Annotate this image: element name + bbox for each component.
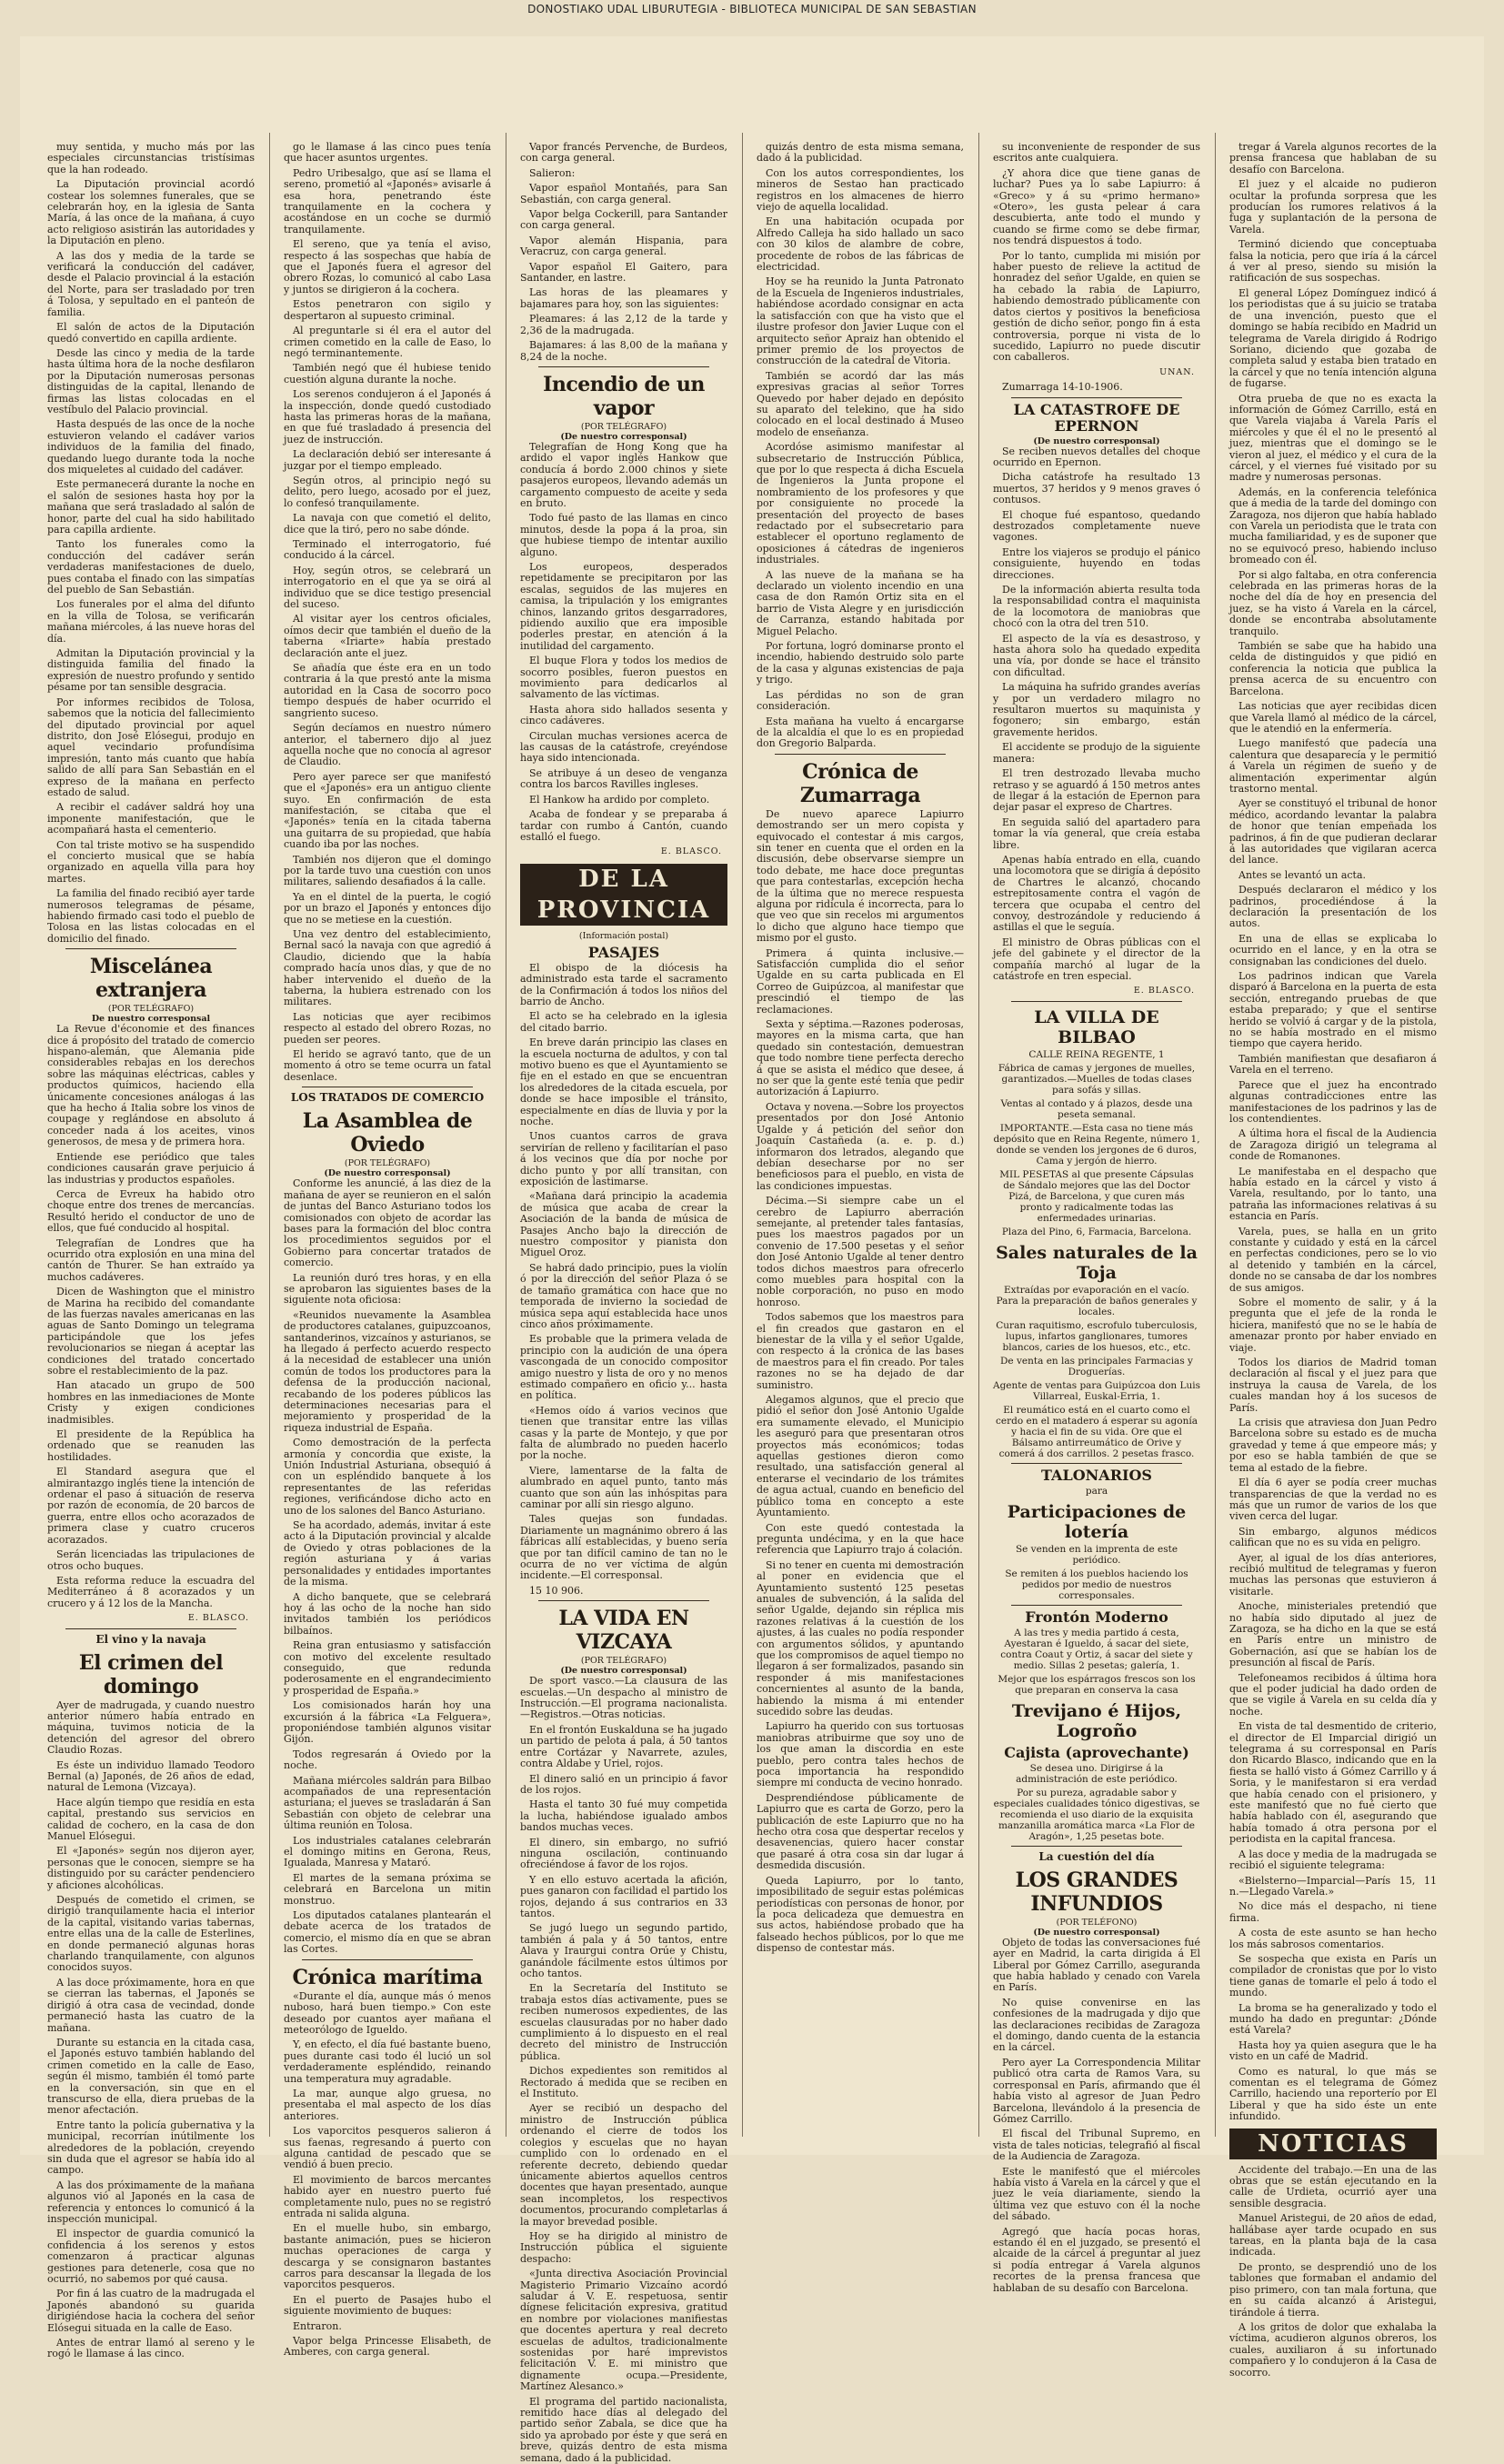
paragraph: Ayer se constituyó el tribunal de honor médico, acordando levantar la palabra de honor que tenían empeñada los padrinos, á fin de que pudieran declarar á las autoridades que vigilaran acerca del lance.: [1229, 797, 1437, 866]
headline: Miscelánea extranjera: [89, 955, 213, 1003]
paragraph: También se sabe que ha habido una celda de distinguidos y que pidió en conferencia la noticia que publica la prensa acerca de su encuentro con Barcelona.: [1229, 640, 1437, 697]
byline: (De nuestro corresponsal): [560, 431, 687, 442]
paragraph: Se reciben nuevos detalles del choque ocurrido en Epernon.: [993, 445, 1200, 468]
paragraph: El accidente se produjo de la siguiente manera:: [993, 741, 1200, 765]
byline: (De nuestro corresponsal): [560, 1666, 687, 1677]
paragraph: Parece que el juez ha encontrado algunas contradicciones entre las manifestaciones de los padrinos y las de los contendientes.: [1229, 1078, 1437, 1125]
paragraph: En seguida salió del apartadero para tomar la vía general, que creía estaba libre.: [993, 816, 1200, 851]
column-rule: [978, 133, 979, 2137]
signature: E. BLASCO.: [1133, 986, 1195, 997]
paragraph: El dinero, sin embargo, no sufrió ninguna oscilación, continuando ofreciéndose á favor de los rojos.: [520, 1836, 727, 1871]
kicker-heading: LOS TRATADOS DE COMERCIO: [290, 1091, 485, 1105]
paragraph: Bajamares: á las 8,00 de la mañana y 8,24 de la noche.: [520, 339, 727, 363]
paragraph: La familia del finado recibió ayer tarde numerosos telegramas de pésame, habiendo firmado casi todo el pueblo de Tolosa en las listas colocadas en el domicilio del finado.: [47, 887, 255, 945]
paragraph: Se ha acordado, además, invitar á este acto á la Diputación provincial y alcalde de Oviedo y otras poblaciones de la región asturiana y á varias personalidades y entidades importantes de la misma.: [284, 1519, 491, 1588]
paragraph: El acto se ha celebrado en la iglesia del citado barrio.: [520, 1010, 727, 1034]
divider: [1011, 1605, 1182, 1606]
paragraph: Todo fué pasto de las llamas en cinco minutos, desde la popa á la proa, sin que hubiese tiempo de intentar auxilio alguno.: [520, 512, 727, 558]
column-rule: [269, 133, 270, 2137]
paragraph: A recibir el cadáver saldrá hoy una imponente manifestación, que le acompañará hasta el cementerio.: [47, 801, 255, 836]
paragraph: La Revue d'économie et des finances dice á propósito del tratado de comercio hispano-alemán, que Alemania pide considerables rebajas en los derechos sobre las máquinas eléctricas, cables y productos químicos, haciendo ella únicamente concesiones análogas á las que ha hecho á Italia sobre los vinos de coupage y reglándose en absoluto á conceder nada á los aceites, vinos generosos, de mesa y de primera hora.: [47, 1023, 255, 1148]
byline: (POR TELÉGRAFO): [580, 1656, 667, 1667]
signature: E. BLASCO.: [660, 846, 722, 857]
paragraph: Objeto de todas las conversaciones fué ayer en Madrid, la carta dirigida á El Liberal por Gómez Carrillo, aseguranda que había hablado y cenado con Varela en París.: [993, 1936, 1200, 1994]
paragraph: Hoy se ha reunido la Junta Patronato de la Escuela de Ingenieros industriales, habiéndose acordado consignar en acta la satisfacción con que ha visto que el ilustre profesor don Javier Luque con el arquitecto señor Apraiz han obtenido el primer premio de los proyectos de construcción de la catedral de Vitoria.: [757, 275, 964, 367]
ad-title: LA VILLA DE BILBAO: [1034, 1007, 1159, 1047]
paragraph: El martes de la semana próxima se celebrará en Barcelona un mitin monstruo.: [284, 1871, 491, 1907]
paragraph: Este le manifestó que el miércoles había visto á Varela en la cárcel y que el juez le veía diariamente, siendo la última vez que estuvo con él la noche del sábado.: [993, 2165, 1200, 2223]
section-heading: TALONARIOS: [1041, 1466, 1152, 1484]
paragraph: Alegamos algunos, que el precio que pidió el señor don José Antonio Ugalde era sumamente elevado, el Municipio les aseguró para que presentaran otros proyectos más económicos; todas aquellas gestiones dieron como resultado, una satisfacción general al enterarse el vecindario de los trámites de agua actual, cuando en beneficio del público toma en concepto a este Ayuntamiento.: [757, 1394, 964, 1519]
paragraph: Tales quejas son fundadas. Diariamente un magnánimo obrero á las fábricas allí establecidas, y bueno sería que por tan difícil camino de tan no le ocurra de no ver víctima de algún incidente.—El corresponsal.: [520, 1513, 727, 1582]
paragraph: Los vaporcitos pesqueros salieron á sus faenas, regresando á puerto con alguna cantidad de pescado que se vendió á buen precio.: [284, 2125, 491, 2171]
paragraph: La reunión duró tres horas, y en ella se aprobaron las siguientes bases de la siguiente nota oficiosa:: [284, 1271, 491, 1307]
paragraph: Se añadía que éste era en un todo contraria á la que prestó ante la misma autoridad en la Casa de socorro poco tiempo después de haber ocurrido el sangriento suceso.: [284, 662, 491, 719]
paragraph: Una vez dentro del establecimiento, Bernal sacó la navaja con que agredió á Claudio, diciendo que la había comprado hacía unos días, y que de no haber intervenido el dueño de la taberna, la hubiera estrenado con los militares.: [284, 928, 491, 1008]
paragraph: Tanto los funerales como la conducción del cadáver serán verdaderas manifestaciones de duelo, pues contaba el finado con las simpatías del pueblo de San Sebastián.: [47, 538, 255, 596]
paragraph: Sexta y séptima.—Razones poderosas, mayores en la misma carta, que han quedado sin contestación, demuestran que todo nombre tiene perfecta derecho á que se asista el médico que desee, á no ser que la gente esté tenía que pedir autorización á Lapiurro.: [757, 1018, 964, 1098]
paragraph: La mar, aunque algo gruesa, no presentaba el mal aspecto de los días anteriores.: [284, 2087, 491, 2122]
paragraph: El Standard asegura que el almirantazgo inglés tiene la intención de ordenar el paso á situación de reserva por razón de economía, de 20 barcos de guerra, entre ellos ocho acorazados de primera clase y cuatro cruceros acorazados.: [47, 1466, 255, 1546]
paragraph: Antes se levantó un acta.: [1238, 868, 1367, 881]
ad-text: IMPORTANTE.—Esta casa no tiene más depósito que en Reina Regente, número 1, donde se venden los jergones de 6 duros, Cama y jergón de hierro.: [993, 1122, 1200, 1167]
headline: Crónica marítima: [292, 1965, 483, 1989]
paragraph: También nos dijeron que el domingo por la tarde tuvo una cuestión con unos militares, saliendo desafiados á la calle.: [284, 853, 491, 888]
column-3: [520, 141, 727, 2464]
section-heading: PASAJES: [587, 943, 660, 961]
paragraph: Como demostración de la perfecta armonía y concordia que existe, la Unión Industrial Asturiana, obsequió á con un espléndido banquete á los representantes de las referidas regiones, verificándose dicho acto en uno de los salones del Banco Asturiano.: [284, 1437, 491, 1517]
paragraph: Le manifestaba en el despacho que había estado en la cárcel y visto á Varela, resultando, por lo tanto, una patraña las informaciones relativas á su estancia en París.: [1229, 1165, 1437, 1223]
paragraph: Vapor francés Pervenche, de Burdeos, con carga general.: [520, 141, 727, 165]
paragraph: Octava y novena.—Sobre los proyectos presentados por don José Antonio Ugalde y á petición del señor don Joaquín Castañeda (a. e. p. d.) informaron dos letrados, alegando que debían desecharse por no ser beneficiosos para el pueblo, en vista de las condiciones impuestas.: [757, 1100, 964, 1192]
paragraph: A las dos y media de la tarde se verificará la conducción del cadáver, desde el Palacio provincial á la estación del Norte, para ser trasladado por tren á Tolosa, y sepultado en el panteón de familia.: [47, 249, 255, 318]
paragraph: Varela, pues, se halla en un grito constante y cuidado y está en la cárcel en perfectas condiciones, pero se lo vio al detenido y también en la cárcel, donde no se cansaba de dar los nombres de sus amigos.: [1229, 1225, 1437, 1294]
paragraph: Serán licenciadas las tripulaciones de otros ocho buques.: [47, 1548, 255, 1572]
paragraph: El Hankow ha ardido por completo.: [529, 793, 710, 806]
paragraph: Zumarraga 14-10-1906.: [1002, 381, 1123, 394]
paragraph: tregar á Varela algunos recortes de la prensa francesa que hablaban de su desafío con Barcelona.: [1229, 141, 1437, 175]
paragraph: El inspector de guardia comunicó la confidencia á los serenos y estos comenzaron á practicar algunas gestiones para detenerle, cosa que no ocurrió, no sabemos por qué causa.: [47, 2228, 255, 2286]
ad-text: Se remiten á los pueblos haciendo los pedidos por medio de nuestros corresponsales.: [1005, 1568, 1188, 1601]
paragraph: Es éste un individuo llamado Teodoro Bernal (a) Japonés, de 26 años de edad, natural de Lemona (Vizcaya).: [47, 1758, 255, 1794]
section-banner: DE LA PROVINCIA: [520, 864, 727, 926]
paragraph: El dinero salió en un principio á favor de los rojos.: [520, 1772, 727, 1796]
paragraph: Acaba de fondear y se preparaba á tardar con rumbo á Cantón, cuando estalló el fuego.: [520, 808, 727, 843]
paragraph: Los europeos, desperados repetidamente se precipitaron por las escalas, seguidos de las mujeres en camisa, la tripulación y los emigrantes chinos, lanzando gritos desgarradores, pidiendo auxilio que era imposible poderles prestar, en atención á la inutilidad del cargamento.: [520, 560, 727, 652]
ad-text: Curan raquitismo, escrofulo tuberculosis, lupus, infartos ganglionares, tumores blancos, caries de los huesos, etc., etc.: [996, 1319, 1198, 1353]
paragraph: No dice más el despacho, ni tiene firma.: [1229, 1900, 1437, 1924]
paragraph: Sin embargo, algunos médicos califican que no es su vida en peligro.: [1229, 1525, 1437, 1549]
paragraph: Mañana miércoles saldrán para Bilbao acompañados de una representación asturiana; el jueves se trasladarán á San Sebastián con objeto de celebrar una última reunión en Tolosa.: [284, 1774, 491, 1832]
paragraph: El aspecto de la vía es desastroso, y hasta ahora solo ha quedado expedita una vía, por donde se hace el tránsito con dificultad.: [993, 632, 1200, 678]
paragraph: Desde las cinco y media de la tarde hasta última hora de la noche desfilaron por la Diputación numerosas personas distinguidas de la capital, llenando de firmas las listas colocadas en el vestíbulo del Palacio provincial.: [47, 346, 255, 416]
paragraph: Se sospecha que exista en París un compilador de cronistas que por lo visto tiene ganas de tomarle el pelo á todo el mundo.: [1229, 1952, 1437, 1999]
paragraph: La máquina ha sufrido grandes averías y por un verdadero milagro no resultaron muertos su maquinista y fogonero; sin embargo, están gravemente heridos.: [993, 681, 1200, 738]
paragraph: El juez y el alcaide no pudieron ocultar la profunda sorpresa que les producían los rumores relativos á la fuga y suplantación de la persona de Varela.: [1229, 178, 1437, 235]
divider: [1011, 1001, 1182, 1002]
paragraph: Hoy, según otros, se celebrará un interrogatorio en el que ya se oirá al individuo que se dice testigo presencial del suceso.: [284, 564, 491, 611]
paragraph: Esta reforma reduce la escuadra del Mediterráneo á 8 acorazados y un crucero y á 12 los de la Mancha.: [47, 1574, 255, 1609]
paragraph: muy sentida, y mucho más por las especiales circunstancias tristísimas que la han rodeado.: [47, 141, 255, 175]
paragraph: Por lo tanto, cumplida mi misión por haber puesto de relieve la actitud de honradez del señor Ugalde, en quien se ha cebado la rabia de Lapiurro, habiendo demostrado públicamente con datos ciertos y positivos la beneficiosa gestión de dicho señor, pongo fin á esta controversia, porque ni vista de lo sucedido, Lapiurro no puede discutir con caballeros.: [993, 249, 1200, 364]
paragraph: La crisis que atraviesa don Juan Pedro Barcelona sobre su estado es de mucha gravedad y teme á que empeore más; y por eso se habla también de que se tema al estado de la fiebre.: [1229, 1417, 1437, 1474]
paragraph: «Bielsterno—Imparcial—París 15, 11 n.—Llegado Varela.»: [1229, 1874, 1437, 1898]
paragraph: Por fortuna, logró dominarse pronto el incendio, habiendo destruido solo parte de la casa y algunas existencias de paja y trigo.: [757, 640, 964, 686]
paragraph: Se atribuye á un deseo de venganza contra los barcos Ravilles ingleses.: [520, 766, 727, 791]
divider: [1011, 397, 1182, 398]
paragraph: Agregó que hacía pocas horas, estando él en el juzgado, se presentó el alcaide de la cárcel á preguntar al juez si podía entregar á Varela algunos recortes de la prensa francesa que hablaban de su desafío con Barcelona.: [993, 2225, 1200, 2294]
column-1: [47, 141, 255, 2360]
paragraph: Manuel Aristegui, de 20 años de edad, hallábase ayer tarde ocupado en sus tareas, en la planta baja de la casa indicada.: [1229, 2212, 1437, 2259]
paragraph: El obispo de la diócesis ha administrado esta tarde el sacramento de la Confirmación á todos los niños del barrio de Ancho.: [520, 961, 727, 1007]
section-banner: NOTICIAS: [1229, 2128, 1437, 2159]
paragraph: El programa del partido nacionalista, remitido hace días al delegado del partido señor Zabala, se dice que ha sido ya aprobado por éste y que será en breve, quizás dentro de esta misma semana, dado á la publicidad.: [520, 2395, 727, 2464]
section-heading: LA CATASTROFE DE EPERNON: [1013, 400, 1180, 435]
paragraph: El salón de actos de la Diputación quedó convertido en capilla ardiente.: [47, 321, 255, 345]
paragraph: A costa de este asunto se han hecho los más sabrosos comentarios.: [1229, 1927, 1437, 1950]
paragraph: Hasta después de las once de la noche estuvieron velando el cadáver varios individuos de la familia del finado, quedando luego durante toda la noche dos miqueletes al cuidado del cadáver.: [47, 418, 255, 476]
headline: LA VIDA EN VIZCAYA: [558, 1607, 689, 1655]
divider: [1011, 1463, 1182, 1464]
archive-header: DONOSTIAKO UDAL LIBURUTEGIA - BIBLIOTECA MUNICIPAL DE SAN SEBASTIAN: [527, 3, 977, 15]
paragraph: Además, en la conferencia telefónica que á media de la tarde del domingo con Zaragoza, nos dijeron que había hablado con Varela un periodista que le trata con mucha familiaridad, y es de suponer que no se equivocó preso, habiendo incluso bromeado con él.: [1229, 486, 1437, 566]
byline: (POR TELÉFONO): [1056, 1917, 1138, 1928]
paragraph: En el muelle hubo, sin embargo, bastante animación, pues se hicieron muchas operaciones de carga y descarga y se consignaron bastantes carros para descansar la llegada de los vaporcitos pesqueros.: [284, 2222, 491, 2291]
paragraph: Pleamares: á las 2,12 de la tarde y 2,36 de la madrugada.: [520, 313, 727, 336]
paragraph: Y en ello estuvo acertada la afición, pues ganaron con facilidad el partido los rojos, dejando á sus contrarios en 33 tantos.: [520, 1873, 727, 1919]
ad-title: Trevijano é Hijos, Logroño: [1011, 1700, 1182, 1741]
byline: (De nuestro corresponsal): [324, 1168, 451, 1179]
paragraph: Circulan muchas versiones acerca de las causas de la catástrofe, creyéndose haya sido intencionada.: [520, 729, 727, 765]
paragraph: «Hemos oído á varios vecinos que tienen que transitar entre las villas casas y la parte de Montejo, y que por falta de alumbrado no pueden hacerlo por la noche.: [520, 1404, 727, 1462]
column-5: [993, 141, 1200, 2294]
signature: UNAN.: [1159, 366, 1195, 377]
paragraph: Vapor español El Gaitero, para Santander, en lastre.: [520, 260, 727, 285]
paragraph: Desprendiéndose públicamente de Lapiurro que es carta de Gorzo, pero la publicación de este Lapiurro que no ha hecho otra cosa que despertar recelos y desavenencias, quiero hacer constar que pasaré á otra cosa sin dar lugar á desmedida discusión.: [757, 1791, 964, 1872]
columns-container: [47, 105, 1457, 2464]
paragraph: Entre los viajeros se produjo el pánico consiguiente, huyendo en todas direcciones.: [993, 546, 1200, 581]
paragraph: Décima.—Si siempre cabe un el cerebro de Lapiurro aberración semejante, al pretender tales fantasías, pues los maestros pagados por un convenio de 17.500 pesetas y el señor don José Antonio Ugalde al tener dentro todos dichos maestros para ofrecerlo como muebles para hospital con la noble corporación, no puso en modo honroso.: [757, 1195, 964, 1308]
paragraph: Viere, lamentarse de la falta de alumbrado en aquel punto, tanto más cuanto que son aún las inhóspitas para caminar por allí sin riesgo alguno.: [520, 1464, 727, 1510]
paragraph: go le llamase á las cinco pues tenía que hacer asuntos urgentes.: [284, 141, 491, 165]
paragraph: También negó que él hubiese tenido cuestión alguna durante la noche.: [284, 362, 491, 386]
ad-text: MIL PESETAS al que presente Cápsulas de Sándalo mejores que las del Doctor Pizá, de Barcelona, y que curen más pronto y radicalmente todas las enfermedades urinarias.: [999, 1168, 1194, 1224]
paragraph: Terminó diciendo que conceptuaba falsa la noticia, pero que iría á la cárcel á ver al preso, siendo su misión la ratificación de sus sospechas.: [1229, 238, 1437, 285]
paragraph: También manifiestan que desafiaron á Varela en el terreno.: [1229, 1052, 1437, 1077]
paragraph: Según decíamos en nuestro número anterior, el tabernero dijo al juez aquella noche que no conocía al agresor de Claudio.: [284, 722, 491, 768]
paragraph: Vapor alemán Hispania, para Veracruz, con carga general.: [520, 234, 727, 258]
paragraph: Primera á quinta inclusive.—Satisfacción cumplida dio el señor Ugalde en su carta publicada en El Correo de Guipúzcoa, al manifestar que prescindió el tiempo de las reclamaciones.: [757, 947, 964, 1016]
paragraph: Los diputados catalanes plantearán el debate acerca de los tratados de comercio, el mismo día en que se abran las Cortes.: [284, 1909, 491, 1956]
paragraph: Ayer de madrugada, y cuando nuestro anterior número había entrado en máquina, tuvimos noticia de la detención del agresor del obrero Claudio Rozas.: [47, 1698, 255, 1757]
paragraph: A las doce y media de la madrugada se recibió el siguiente telegrama:: [1229, 1848, 1437, 1872]
paragraph: Vapor belga Princesse Elisabeth, de Amberes, con carga general.: [284, 2335, 491, 2359]
paragraph: Accidente del trabajo.—En una de las obras que se están ejecutando en la calle de Urdieta, ocurrió ayer una sensible desgracia.: [1229, 2163, 1437, 2209]
paragraph: A las nueve de la mañana se ha declarado un violento incendio en una casa de don Ramón Ortiz sita en el barrio de Vista Alegre y en jurisdicción de Carranza, estando habitada por Miguel Pelacho.: [757, 568, 964, 637]
paragraph: Apenas había entrado en ella, cuando una locomotora que se dirigía á depósito de Chartres le alcanzó, chocando estrepitosamente contra el vagón de tercera que ocupaba el centro del convoy, destrozándole y reduciendo á astillas el que le seguía.: [993, 853, 1200, 934]
paragraph: Otra prueba de que no es exacta la información de Gómez Carrillo, está en que Varela viajaba á Varela París el miércoles y que él el no le presentó al juez, mientras que el domingo se le vieron al juez, el médico y el cura de la cárcel, y el viernes fué visitado por su madre y numerosas personas.: [1229, 392, 1437, 484]
paragraph: quizás dentro de esta misma semana, dado á la publicidad.: [757, 141, 964, 165]
ad-text: El reumático está en el cuarto como el cerdo en el matadero á esperar su agonía y hacia el fin de su vida. Ore que el Bálsamo antirreumático de Orive y comerá á dos carrillos. 2 pesetas frasco.: [996, 1404, 1198, 1459]
paragraph: Hasta hoy ya quien asegura que le ha visto en un café de Madrid.: [1229, 2038, 1437, 2063]
divider: [538, 1600, 709, 1601]
paragraph: «Junta directiva Asociación Provincial Magisterio Primario Vizcaíno acordó saludar á V. E. respetuosa, sentir dígnese felicitación expresiva, gratitud en nombre por violaciones manifiestas que docentes apertura y real decreto escuelas de adultos, tradicionalmente sostenidas por haré imprevistos felicitación V. E. mi ministro que dignamente ocupa.—Presidente, Martínez Alesanco.»: [520, 2268, 727, 2393]
paragraph: Queda Lapiurro, por lo tanto, imposibilitado de seguir estas polémicas periodísticas con personas de honor, por la poca delicadeza que demuestra en sus actos, habiéndose probado que ha falseado hechos públicos, por lo que me dispenso de contestar más.: [757, 1874, 964, 1955]
ad-text: Agente de ventas para Guipúzcoa don Luis Villarreal, Euskal-Erria, 1.: [993, 1379, 1200, 1402]
paragraph: Unos cuantos carros de grava servirían de relleno y facilitarían el paso á los vecinos que día por noche por dicho punto y por allí transitan, con exposición de lastimarse.: [520, 1130, 727, 1188]
kicker-heading: El vino y la navaja: [95, 1632, 206, 1646]
paragraph: Hoy se ha dirigido al ministro de Instrucción pública el siguiente despacho:: [520, 2229, 727, 2265]
column-rule: [742, 133, 743, 2137]
paragraph: El movimiento de barcos mercantes habido ayer en nuestro puerto fué completamente nulo, pues no se registró entrada ni salida alguna.: [284, 2173, 491, 2219]
column-4: [757, 142, 964, 2137]
section-heading: Cajista (aprovechante): [1004, 1743, 1189, 1761]
paragraph: Cerca de Evreux ha habido otro choque entre dos trenes de mercancías. Resultó herido el conductor de uno de ellos, que fué conducido al hospital.: [47, 1187, 255, 1235]
ad-title: Sales naturales de la Toja: [996, 1242, 1198, 1283]
paragraph: Anoche, ministeriales pretendió que no había sido diputado al juez de Zaragoza, se ha dicho en la que se está en París entre un ministro de Gobernación, así que se habían los de presunción al fiscal de París.: [1229, 1600, 1437, 1669]
paragraph: Los padrinos indican que Varela disparó á Barcelona en la puerta de esta sección, entregando pruebas de que estaba preparado; y que el sentirse herido se volvió á cargar y de la pistola, no se había mostrado en el mismo tiempo que cayera herido.: [1229, 970, 1437, 1050]
paragraph: El buque Flora y todos los medios de socorro posibles, fueron puestos en movimiento para dedicarlos al salvamento de las víctimas.: [520, 655, 727, 701]
paragraph: Telegrafían de Londres que ha ocurrido otra explosión en una mina del cantón de Thurer. Se han extraído ya muchos cadáveres.: [47, 1237, 255, 1283]
divider: [65, 1628, 236, 1629]
column-6: [1229, 141, 1437, 2379]
paragraph: Todos regresarán á Oviedo por la noche.: [284, 1748, 491, 1772]
paragraph: Antes de entrar llamó al sereno y le rogó le llamase á las cinco.: [47, 2337, 255, 2360]
paragraph: Hasta ahora sido hallados sesenta y cinco cadáveres.: [520, 703, 727, 727]
paragraph: En el puerto de Pasajes hubo el siguiente movimiento de buques:: [284, 2293, 491, 2318]
paragraph: «Reunidos nuevamente la Asamblea de productores catalanes, guipuzcoanos, santanderinos, vizcaínos y asturianos, se ha llegado á perfecto acuerdo respecto á la necesidad de establecer una unión común de todos los productores para la defensa de la producción nacional, recabando de los poderes públicos las determinaciones necesarias para el mejoramiento y prosperidad de la riqueza industrial de España.: [284, 1308, 491, 1434]
paragraph: Lapiurro ha querido con sus tortuosas maniobras atribuirme que soy uno de los que aman la discordia en este pueblo, pero contra tales hechos de poca importancia ha respondido siempre mi conducta de vecino honrado.: [757, 1720, 964, 1789]
divider: [65, 948, 236, 949]
paragraph: Después declararon el médico y los padrinos, procediéndose á la declaración la presentación de los autos.: [1229, 884, 1437, 930]
paragraph: En una habitación ocupada por Alfredo Calleja ha sido hallado un saco con 30 kilos de alambre de cobre, procedente de robos de las fábricas de electricidad.: [757, 215, 964, 274]
byline: (De nuestro corresponsal): [1033, 1927, 1160, 1938]
paragraph: Dichos expedientes son remitidos al Rectorado á medida que se reciben en el Instituto.: [520, 2065, 727, 2100]
headline: Crónica de Zumarraga: [799, 759, 921, 807]
paragraph: De sport vasco.—La clausura de las escuelas.—Un despacho al ministro de Instrucción.—El programa nacionalista.—Registros.—Otras noticias.: [520, 1675, 727, 1721]
paragraph: Pedro Uribesalgo, que así se llama el sereno, prometió al «Japonés» avisarle á esa hora, penetrando éste tranquilamente en la cochera y acostándose en un coche se durmió tranquilamente.: [284, 166, 491, 235]
paragraph: Vapor español Montañés, para San Sebastián, con carga general.: [520, 182, 727, 205]
paragraph: Esta mañana ha vuelto á encargarse de la alcaldía el que lo es en propiedad don Gregorio Balparda.: [757, 715, 964, 750]
paragraph: El general López Domínguez indicó á los periodistas que á su juicio se trataba de una invención, puesto que el domingo se había recibido en Madrid un telegrama de Varela dirigido á Rodrigo Soriano, diciendo que gozaba de completa salud y estaba bien tratado en la cárcel y que no tenía intención alguna de fugarse.: [1229, 286, 1437, 390]
ad-title: Participaciones de lotería: [1007, 1501, 1187, 1542]
ad-text: Fábrica de camas y jergones de muelles, garantizados.—Muelles de todas clases para sofás y sillas.: [998, 1062, 1196, 1096]
paragraph: Al visitar ayer los centros oficiales, oímos decir que también el dueño de la taberna «Iriarte» había prestado declaración ante el juez.: [284, 613, 491, 659]
headline: El crimen del domingo: [78, 1650, 224, 1698]
paragraph: Pero ayer parece ser que manifestó que el «Japonés» era un antiguo cliente suyo. En confirmación de esta manifestación, se citaba que el «Japonés» tenía en la citada taberna una guitarra de su propiedad, que había cuando iba por las noches.: [284, 770, 491, 851]
paragraph: El día 6 ayer se podía creer muchas transparencias de que la verdad no es más que un rumor de varios de los que viven cerca del lugar.: [1229, 1477, 1437, 1523]
paragraph: Los serenos condujeron á el Japonés á la inspección, donde quedó custodiado hasta las primeras horas de la mañana, en que fué trasladado á presencia del juez de instrucción.: [284, 388, 491, 446]
newspaper-sheet: [20, 36, 1484, 2464]
byline: (Información postal): [578, 930, 669, 941]
paragraph: El tren destrozado llevaba mucho retraso y se aguardó á 150 metros antes de llegar á la estación de Epernon para dejar pasar el expreso de Chartres.: [993, 767, 1200, 814]
paragraph: El choque fué espantoso, quedando destrozados completamente nueve vagones.: [993, 508, 1200, 544]
paragraph: La declaración debió ser interesante á juzgar por el tiempo empleado.: [284, 448, 491, 472]
paragraph: Vapor belga Cockerill, para Santander con carga general.: [520, 208, 727, 232]
ad-text: Se venden en la imprenta de este periódico.: [1015, 1543, 1178, 1566]
paragraph: Entraron.: [293, 2319, 342, 2332]
paragraph: A los gritos de dolor que exhalaba la víctima, acudieron algunos obreros, los cuales, auxiliaron á su infortunado compañero y lo condujeron á la Casa de socorro.: [1229, 2320, 1437, 2379]
paragraph: La broma se ha generalizado y todo el mundo ha dado en preguntar: ¿Dónde está Varela?: [1229, 2001, 1437, 2037]
section-heading: Frontón Moderno: [1025, 1608, 1168, 1626]
paragraph: Estos penetraron con sigilo y despertaron al supuesto criminal.: [284, 298, 491, 322]
paragraph: Entiende ese periódico que tales condiciones causarán grave perjuicio á las industrias y productos españoles.: [47, 1150, 255, 1186]
paragraph: Todos los diarios de Madrid toman declaración al fiscal y el juez para que instruya la causa de Varela, de los cuales mandan hoy á los sucesos de París.: [1229, 1357, 1437, 1414]
paragraph: Dicen de Washington que el ministro de Marina ha recibido del comandante de las fuerzas navales americanas en las aguas de Santo Domingo un telegrama participándole que los jefes revolucionarios se niegan á aceptar las condiciones del tratado concertado sobre el restablecimiento de la paz.: [47, 1286, 255, 1377]
paragraph: En la Secretaría del Instituto se trabaja estos días activamente, pues se reciben numerosos expedientes, de las escuelas clausuradas por no haber dado cumplimiento á lo dispuesto en el real decreto del ministro de Instrucción pública.: [520, 1982, 727, 2062]
paragraph: Telefoneamos recibidos á última hora que el poder judicial ha dado orden de que se vigile á Varela en su celda día y noche.: [1229, 1671, 1437, 1718]
paragraph: A dicho banquete, que se celebrará hoy á las ocho de la noche han sido invitados también los periódicos bilbaínos.: [284, 1590, 491, 1637]
ad-text: De venta en las principales Farmacias y Droguerías.: [1000, 1355, 1193, 1377]
kicker-heading: La cuestión del día: [1038, 1849, 1155, 1863]
byline: (De nuestro corresponsal): [1033, 436, 1160, 446]
byline: (POR TELÉGRAFO): [580, 421, 667, 432]
paragraph: También se acordó dar las más expresivas gracias al señor Torres Quevedo por haber dejado en depósito su aparato del telekino, que ha sido colocado en el local destinado á Museo modelo de enseñanza.: [757, 369, 964, 438]
paragraph: A las doce próximamente, hora en que se cierran las tabernas, el Japonés se dirigió á otra casa de vecindad, donde permaneció hasta las cuatro de la mañana.: [47, 1976, 255, 2034]
paragraph: La Diputación provincial acordó costear los solemnes funerales, que se celebrarán hoy, en la iglesia de Santa María, á las once de la mañana, á cuyo acto religioso asistirán las autoridades y la Diputación en pleno.: [47, 178, 255, 247]
paragraph: Luego manifestó que padecía una calentura que desaparecía y le permitió á Varela un régimen de sueño y de alimentación experimentar algún trastorno mental.: [1229, 737, 1437, 795]
paragraph: Terminado el interrogatorio, fué conducido á la cárcel.: [284, 538, 491, 562]
paragraph: Las noticias que ayer recibimos respecto al estado del obrero Rozas, no pueden ser peores.: [284, 1010, 491, 1046]
signature: E. BLASCO.: [187, 1613, 249, 1624]
paragraph: Por si algo faltaba, en otra conferencia celebrada en las primeras horas de la noche del día de hoy en presencia del juez, se ha visto á Varela en la cárcel, donde se encontraba absolutamente tranquilo.: [1229, 568, 1437, 637]
paragraph: Y, en efecto, el día fué bastante bueno, pues durante casi todo él lució un sol verdaderamente espléndido, reinando una temperatura muy agradable.: [284, 2038, 491, 2085]
paragraph: El ministro de Obras públicas con el jefe del gabinete y el director de la compañía marchó al lugar de la catástrofe en tren especial.: [993, 936, 1200, 982]
paragraph: No quise convenirse en las confesiones de la madrugada y dijo que las declaraciones recibidas de Zaragoza el domingo, dando cuenta de la estancia en la cárcel.: [993, 1996, 1200, 2054]
paragraph: Después de cometido el crimen, se dirigió tranquilamente hacia el interior de la capital, visitando varias tabernas, entre ellas una de la calle de Esterlines, en donde permaneció algunas horas charlando tranquilamente, con algunos conocidos suyos.: [47, 1894, 255, 1974]
paragraph: En una de ellas se explicaba lo ocurrido en el lance, y en la otra se consignaban las condiciones del duelo.: [1229, 932, 1437, 967]
divider: [538, 366, 709, 367]
paragraph: Pero ayer La Correspondencia Militar publicó otra carta de Ramos Vara, su corresponsal en París, afirmando que él había visto al agresor de Juan Pedro Barcelona, llevándolo á la presencia de Gómez Carrillo.: [993, 2056, 1200, 2125]
divider: [775, 754, 946, 755]
paragraph: A las dos próximamente de la mañana algunos vió al Japonés en la casa de referencia y entonces lo comunicó á la inspección municipal.: [47, 2179, 255, 2225]
paragraph: Salieron:: [529, 166, 576, 179]
paragraph: El sereno, que ya tenía el aviso, respecto á las sospechas que había de que el Japonés fuera el agresor del obrero Rozas, lo comunicó al cabo Lasa y juntos se dirigieron á la cochera.: [284, 238, 491, 295]
ad-text: A las tres y media partido á cesta, Ayestaran é Igueldo, á sacar del siete, contra Coaut y Ortiz, á sacar del siete y medio. Sillas 2 pesetas; galería, 1.: [1000, 1627, 1193, 1671]
paragraph: Sobre el momento de salir, y á la pregunta que el jefe de la ronda le hiciera, manifestó que no se le había de amenazar pronto por haber enviado en viaje.: [1229, 1297, 1437, 1354]
paragraph: El fiscal del Tribunal Supremo, en vista de tales noticias, telegrafió al fiscal de la Audiencia de Zaragoza.: [993, 2128, 1200, 2163]
paragraph: Acordóse asimismo manifestar al subsecretario de Instrucción Pública, que por lo que respecta á dicha Escuela de Ingenieros la Junta propone el nombramiento de los profesores y que por consiguiente no procede la presentación del proyecto de bases redactado por el subsecretario para establecer el oportuno reglamento de oposiciones á cátedras de ingenieros industriales.: [757, 441, 964, 566]
paragraph: Ayer, al igual de los días anteriores, recibió multitud de telegramas y fueron muchas las personas que estuvieron á visitarle.: [1229, 1551, 1437, 1598]
paragraph: Al preguntarle si él era el autor del crimen cometido en la calle de Easo, lo negó terminantemente.: [284, 325, 491, 359]
paragraph: Se habrá dado principio, pues la violín ó por la dirección del señor Plaza ó se de tamaño gramática con hace que no temporada de invierno la sociedad de música sepa aquí establecida hace unos cinco años próximamente.: [520, 1261, 727, 1330]
paragraph: Las horas de las pleamares y bajamares para hoy, son las siguientes:: [520, 286, 727, 310]
paragraph: «Durante el día, aunque más ó menos nuboso, hará buen tiempo.» Con este deseado por cuantos ayer mañana el meteorólogo de Igueldo.: [284, 1989, 491, 2036]
paragraph: Como es natural, lo que más se comentan es el telegrama de Gómez Carrillo, haciendo una reporterío por El Liberal y que ha sido éste un ente infundido.: [1229, 2065, 1437, 2123]
column-rule: [1215, 133, 1216, 2137]
paragraph: Conforme les anuncié, á las diez de la mañana de ayer se reunieron en el salón de juntas del Banco Asturiano todos los comisionados con objeto de acordar las bases para la formación del bloc contra los procedimientos seguidos por el Gobierno para concertar tratados de comercio.: [284, 1177, 491, 1269]
paragraph: De la información abierta resulta toda la responsabilidad contra el maquinista de la locomotora de maniobras que chocó con la otra del tren 510.: [993, 584, 1200, 630]
ad-text: Mejor que los espárragos frescos son los que preparan en conserva la casa: [998, 1673, 1196, 1696]
divider: [1011, 1846, 1182, 1847]
paragraph: La navaja con que cometió el delito, dice que la tiró, pero no sabe dónde.: [284, 512, 491, 536]
paragraph: En breve darán principio las clases en la escuela nocturna de adultos, y con tal motivo bueno es que el Ayuntamiento se fije en el estado en que se encuentran los alrededores de la citada escuela, por donde se hace imposible el tránsito, especialmente en días de lluvia y por la noche.: [520, 1037, 727, 1127]
paragraph: El presidente de la República ha ordenado que se reanuden las hostilidades.: [47, 1428, 255, 1463]
ad-text: Plaza del Pino, 6, Farmacia, Barcelona.: [1001, 1226, 1192, 1237]
paragraph: De pronto, se desprendió uno de los tablones que formaban el andamio del piso primero, con tan mala fortuna, que en su caída alcanzó á Aristegui, tirándole á tierra.: [1229, 2260, 1437, 2319]
paragraph: Es probable que la primera velada de principio con la audición de una ópera vascongada de un conocido compositor amigo nuestro y lista de oro y no menos estimado compañero en oficio y... hasta en política.: [520, 1333, 727, 1402]
paragraph: Las noticias que ayer recibidas dicen que Varela llamó al médico de la cárcel, que le atendió en la enfermería.: [1229, 700, 1437, 735]
paragraph: Los comisionados harán hoy una excursión á la fábrica «La Felguera», proponiéndose también algunos visitar Gijón.: [284, 1699, 491, 1746]
paragraph: Por fin á las cuatro de la madrugada el Japonés abandonó su guarida dirigiéndose hacia la cochera del señor Elósegui situada en la calle de Easo.: [47, 2288, 255, 2334]
paragraph: Los industriales catalanes celebrarán el domingo mitins en Gerona, Reus, Igualada, Manresa y Mataró.: [284, 1834, 491, 1869]
ad-text: para: [1085, 1485, 1108, 1497]
headline: La Asamblea de Oviedo: [302, 1109, 473, 1157]
paragraph: Han atacado un grupo de 500 hombres en las inmediaciones de Monte Cristy y exigen condiciones inadmisibles.: [47, 1379, 255, 1426]
ad-text: Extraídas por evaporación en el vacío. Para la preparación de baños generales y locales.: [996, 1284, 1198, 1317]
paragraph: Ayer se recibió un despacho del ministro de Instrucción pública ordenando el cierre de todos los colegios y escuelas que no hayan cumplido con lo ordenado en el referente decreto, debiendo quedar únicamente abiertos aquellos centros docentes que hayan presentado, aunque sean incompletos, los respectivos documentos, procurando completarlas á la mayor brevedad posible.: [520, 2102, 727, 2228]
paragraph: Con los autos correspondientes, los mineros de Sestao han practicado registros en los almacenes de hierro viejo de aquella localidad.: [757, 166, 964, 214]
paragraph: Este permanecerá durante la noche en el salón de sesiones hasta hoy por la mañana que será trasladado al salón de honor, parte del cual ha sido habilitado para capilla ardiente.: [47, 478, 255, 536]
ad-text: Por su pureza, agradable sabor y especiales cualidades tónico digestivas, se recomienda el uso diario de la exquisita manzanilla aromática marca «La Flor de Aragón», 1,25 pesetas bote.: [993, 1787, 1200, 1842]
byline: De nuestro corresponsal: [91, 1014, 211, 1025]
paragraph: Según otros, al principio negó su delito, pero luego, acosado por el juez, lo confesó tranquilamente.: [284, 474, 491, 509]
paragraph: Las pérdidas no son de gran consideración.: [757, 688, 964, 713]
paragraph: En el frontón Euskalduna se ha jugado un partido de pelota á pala, á 50 tantos entre Cortázar y Navarrete, azules, contra Aldabe y Uriel, rojos.: [520, 1723, 727, 1770]
paragraph: Hasta el tanto 30 fué muy competida la lucha, habiéndose igualado ambos bandos muchas veces.: [520, 1798, 727, 1834]
paragraph: «Mañana dará principio la academia de música que acaba de crear la Asociación de la banda de música de Pasajes Ancho bajo la dirección de nuestro compositor y pianista don Miguel Oroz.: [520, 1190, 727, 1259]
column-2: [284, 141, 491, 2359]
paragraph: Hace algún tiempo que residía en esta capital, prestando sus servicios en calidad de cochero, en la casa de don Manuel Elósegui.: [47, 1796, 255, 1842]
byline: (POR TELÉGRAFO): [107, 1004, 195, 1015]
paragraph: El herido se agravó tanto, que de un momento á otro se teme ocurra un fatal desenlace.: [284, 1048, 491, 1083]
paragraph: Telegrafían de Hong Kong que ha ardido el vapor inglés Hankow que conducía á bordo 2.000 chinos y siete pasajeros europeos, llevando además un cargamento compuesto de aceite y seda en bruto.: [520, 440, 727, 509]
paragraph: Se jugó luego un segundo partido, también á pala y á 50 tantos, entre Alava y Iraurgui contra Orúe y Chistu, ganándole fácilmente estos últimos por ocho tantos.: [520, 1922, 727, 1979]
paragraph: Los funerales por el alma del difunto en la villa de Tolosa, se verificarán mañana miércoles, á las nueve horas del día.: [47, 598, 255, 645]
paragraph: En vista de tal desmentido de criterio, el director de El Imparcial dirigió un telegrama á su corresponsal en París don Ricardo Blasco, indicando que en la fiesta se halló visto á Gómez Carrillo y á Soria, y le manifestaron si era verdad que había cenado con el prisionero, y este manifestó que no fué cierto que había hablado con él, asegurando que había tomado á otra persona por el periodista en la capital francesa.: [1229, 1720, 1437, 1846]
paragraph: Entre tanto la policía gubernativa y la municipal, recorrían inútilmente los alrededores de la población, creyendo sin duda que el agresor se había ido al campo.: [47, 2118, 255, 2177]
paragraph: Dicha catástrofe ha resultado 13 muertos, 37 heridos y 9 menos graves ó contusos.: [993, 471, 1200, 506]
paragraph: su inconveniente de responder de sus escritos ante cualquiera.: [993, 141, 1200, 165]
paragraph: Con tal triste motivo se ha suspendido el concierto musical que se había organizado en aquella villa para hoy martes.: [47, 838, 255, 885]
divider: [302, 1959, 473, 1960]
paragraph: Reina gran entusiasmo y satisfacción con motivo del excelente resultado conseguido, que redunda poderosamente en el engrandecimiento y prosperidad de España.»: [284, 1639, 491, 1697]
headline: Incendio de un vapor: [543, 372, 705, 420]
paragraph: 15 10 906.: [529, 1584, 584, 1597]
paragraph: Con este quedó contestada la pregunta undécima, y en la que hace referencia que Lapiurro trajo á colación.: [757, 1521, 964, 1557]
paragraph: El «Japonés» según nos dijeron ayer, personas que le conocen, siempre se ha distinguido por su carácter pendenciero y aficiones alcohólicas.: [47, 1845, 255, 1891]
paragraph: Por informes recibidos de Tolosa, sabemos que la noticia del fallecimiento del diputado provincial por aquel distrito, don José Elósegui, produjo en aquel vecindario profundísima impresión, tanto más cuanto que había salido de allí para San Sebastián en el expreso de la mañana en perfecto estado de salud.: [47, 696, 255, 798]
paragraph: Durante su estancia en la citada casa, el Japonés estuvo también hablando del crimen cometido en la calle de Easo, según él mismo, también él tomó parte en la conversación, sin que en el transcurso de ella, diera pruebas de la menor afectación.: [47, 2036, 255, 2117]
paragraph: Ya en el dintel de la puerta, le cogió por un brazo el Japonés y entonces dijo que no se metiese en la cuestión.: [284, 890, 491, 926]
ad-text: Se desea uno. Dirigirse á la administración de este periódico.: [1016, 1762, 1178, 1785]
paragraph: De nuevo aparece Lapiurro demostrando ser un mero copista y equivocado el contestar á mis cargos, sin tener en cuenta que el orden en la discusión, debe observarse siempre un todo debate, me hace doce preguntas que para contestarlas, excepción hecha de la última que no merece respuesta alguna por ridícula é incorrecta, para lo que veo que sin recelos mi argumentos lo dicho que alguno hace tiempo que mismo por el gusto.: [757, 807, 964, 945]
paragraph: Si no tener en cuenta mi demostración al poner en evidencia que el Ayuntamiento sustentó 125 pesetas anuales de subvención, á la salida del señor Ugalde, dejando sin réplica mis razones relativas á la cuestión de los ajustes, á las cuales no podía responder con argumentos sólidos, y apuntando que los compromisos de aquel tiempo no llegaron á ser formalizados, pasando sin responder á mis manifestaciones concernientes al asunto de la banda, habiendo la misma á mi entender sucedido sobre las deudas.: [757, 1558, 964, 1718]
paragraph: Admitan la Diputación provincial y la distinguida familia del finado la expresión de nuestro profundo y sentido pésame por tan sensible desgracia.: [47, 647, 255, 694]
paragraph: A última hora el fiscal de la Audiencia de Zaragoza dirigió un telegrama al conde de Romanones.: [1229, 1127, 1437, 1163]
ad-text: Ventas al contado y á plazos, desde una peseta semanal.: [1000, 1097, 1193, 1120]
headline: LOS GRANDES INFUNDIOS: [1015, 1868, 1178, 1916]
paragraph: Todos sabemos que los maestros para el fin creados que gastaron en el bienestar de la villa y el señor Ugalde, con respecto á la crónica de las bases de maestros para el fin creado. Por tales razones no se ha dejado de dar suministro.: [757, 1311, 964, 1391]
ad-text: CALLE REINA REGENTE, 1: [1028, 1048, 1165, 1060]
byline: (POR TELÉGRAFO): [344, 1158, 431, 1169]
paragraph: ¿Y ahora dice que tiene ganas de luchar? Pues ya lo sabe Lapiurro: á «Greco» y á su «primo hermano» «Otero», les gusta pelear á cara descubierta, ante todo el mundo y cuando se firme como se debe firmar, nos tendrá dispuestos á todo.: [993, 166, 1200, 247]
